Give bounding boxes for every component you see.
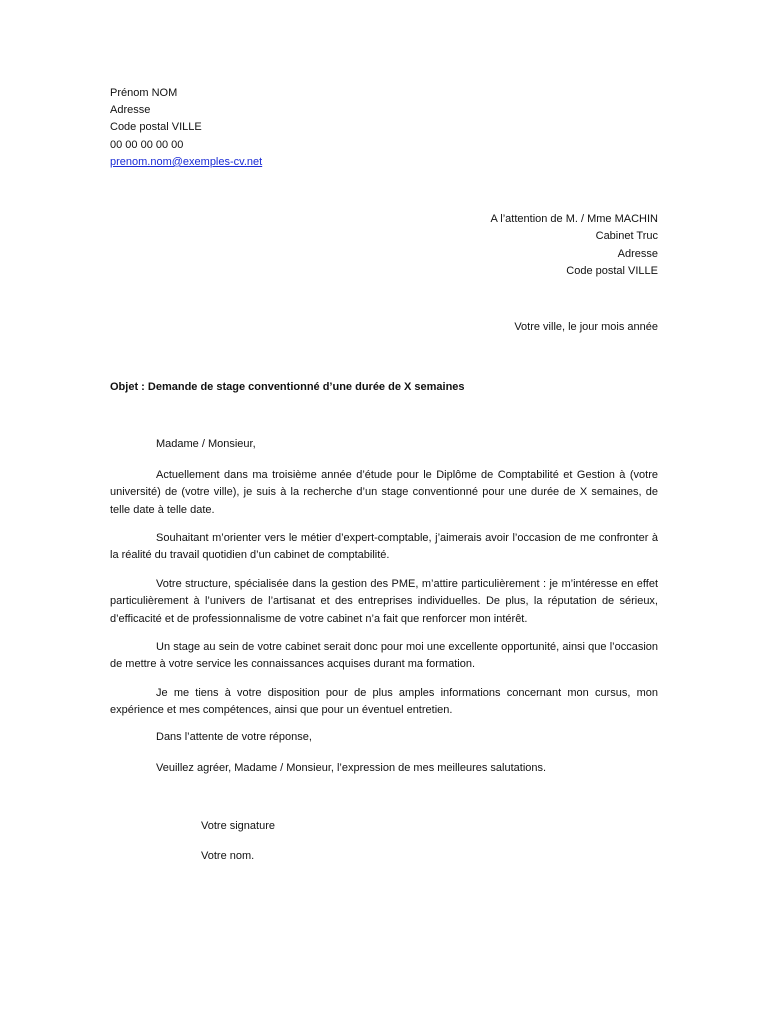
paragraph-5: Je me tiens à votre disposition pour de plus amples informations concernant mon cursus, mon expérience et mes compétences, ainsi que pour un éventuel entretien. (110, 687, 658, 717)
paragraph-3: Votre structure, spécialisée dans la gestion des PME, m’attire particulièrement : je m’intéresse en effet particulièrement à l’univers de l’artisanat et des entreprises individuelles. De plus, la réputation de sérieux, d’efficacité et de professionnalisme de votre cabinet n’a fait que renforcer mon intérêt. (110, 578, 658, 625)
sender-address: Adresse (110, 104, 151, 117)
recipient-address: Adresse (617, 247, 658, 260)
closing-waiting: Dans l’attente de votre réponse, (156, 731, 312, 743)
date-line: Votre ville, le jour mois année (514, 321, 658, 333)
paragraph-1: Actuellement dans ma troisième année d’étude pour le Diplôme de Comptabilité et Gestion à (votre université) de (votre ville), je suis à la recherche d’un stage conventionné pour une durée de X semaines, de telle date à telle date. (110, 469, 658, 516)
salutation: Madame / Monsieur, (156, 438, 256, 450)
sender-email-link[interactable]: prenom.nom@exemples-cv.net (110, 155, 263, 168)
signature-label: Votre signature (201, 820, 275, 832)
sender-postal: Code postal VILLE (110, 121, 202, 134)
recipient-postal: Code postal VILLE (566, 265, 658, 278)
paragraph-4: Un stage au sein de votre cabinet serait donc pour moi une excellente opportunité, ainsi que l’occasion de mettre à votre service les connaissances acquises durant ma formation. (110, 641, 658, 671)
recipient-company: Cabinet Truc (595, 230, 658, 243)
signature-name: Votre nom. (201, 850, 255, 862)
paragraph-2: Souhaitant m’orienter vers le métier d’expert-comptable, j’aimerais avoir l’occasion de me confronter à la réalité du travail quotidien d’un cabinet de comptabilité. (110, 532, 658, 562)
recipient-block (491, 211, 659, 281)
sender-name: Prénom NOM (110, 87, 178, 99)
subject-line: Objet : Demande de stage conventionné d’une durée de X semaines (110, 381, 465, 393)
sender-block (110, 85, 262, 171)
closing-regards: Veuillez agréer, Madame / Monsieur, l’expression de mes meilleures salutations. (156, 762, 547, 774)
sender-phone: 00 00 00 00 00 (110, 138, 184, 151)
recipient-attention: A l’attention de M. / Mme MACHIN (490, 213, 658, 225)
